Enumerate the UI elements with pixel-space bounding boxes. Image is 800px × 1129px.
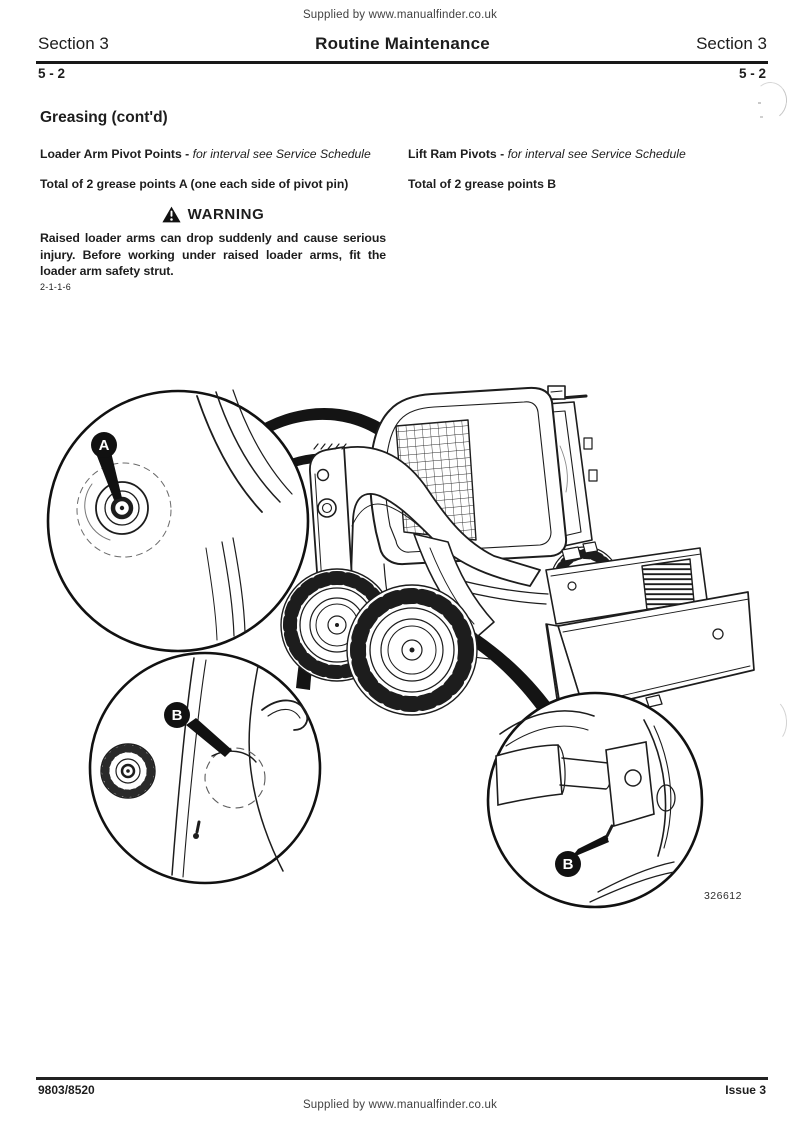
separator: - — [496, 147, 508, 161]
warning-triangle-icon — [162, 206, 181, 223]
page-number-row — [38, 66, 766, 81]
callout-circle-b-left — [90, 653, 320, 883]
callout-circle-b-right — [488, 693, 702, 907]
scan-artifact — [758, 102, 761, 104]
section-label-left: Section 3 — [38, 34, 109, 53]
warning-reference-code: 2-1-1-6 — [40, 281, 72, 292]
callout-label-b-right: B — [562, 856, 574, 873]
page-title: Routine Maintenance — [315, 34, 490, 53]
header-rule — [36, 61, 768, 64]
loader-arm-grease-detail: Total of 2 grease points A (one each side of pivot pin) — [40, 177, 349, 191]
issue-label: Issue 3 — [725, 1083, 766, 1097]
callout-label-a: A — [98, 437, 110, 454]
scan-artifact — [760, 116, 763, 118]
warning-label: WARNING — [187, 206, 265, 223]
footer-row — [38, 1083, 766, 1097]
column-lift-ram — [408, 147, 780, 191]
section-heading: Greasing (cont'd) — [40, 109, 168, 126]
lift-ram-interval-note: for interval see Service Schedule — [507, 147, 686, 161]
loader-arm-interval-note: for interval see Service Schedule — [192, 147, 371, 161]
supplier-note-bottom: Supplied by www.manualfinder.co.uk — [302, 1099, 498, 1111]
page-number-left: 5 - 2 — [38, 66, 66, 81]
ram-barrel — [496, 745, 562, 805]
separator: - — [181, 147, 193, 161]
publication-number: 9803/8520 — [38, 1083, 95, 1097]
page-number-right: 5 - 2 — [738, 66, 766, 81]
lift-ram-topic-line — [408, 147, 780, 161]
loader-arm-topic: Loader Arm Pivot Points — [40, 147, 182, 161]
figure-number: 326612 — [703, 890, 742, 902]
clevis-bracket — [606, 742, 654, 826]
running-header — [38, 34, 767, 54]
warning-block — [40, 206, 386, 292]
warning-text: Raised loader arms can drop suddenly and cause serious injury. Before working under raised loader arms, fit the loader arm safety strut. — [40, 231, 386, 278]
scan-artifact — [751, 80, 790, 122]
lift-ram-grease-detail: Total of 2 grease points B — [408, 177, 557, 191]
supplier-note-top: Supplied by www.manualfinder.co.uk — [302, 9, 498, 21]
footer-rule — [36, 1077, 768, 1080]
callout-label-b-left: B — [171, 707, 183, 724]
greasing-points-illustration — [0, 378, 800, 923]
warning-header — [40, 206, 386, 223]
section-label-right: Section 3 — [696, 34, 767, 53]
loader-arm-topic-line — [40, 147, 392, 161]
column-loader-arm — [40, 147, 392, 191]
callout-circle-a — [48, 390, 308, 651]
lift-ram-topic: Lift Ram Pivots — [408, 147, 497, 161]
front-left-wheel — [347, 585, 477, 715]
